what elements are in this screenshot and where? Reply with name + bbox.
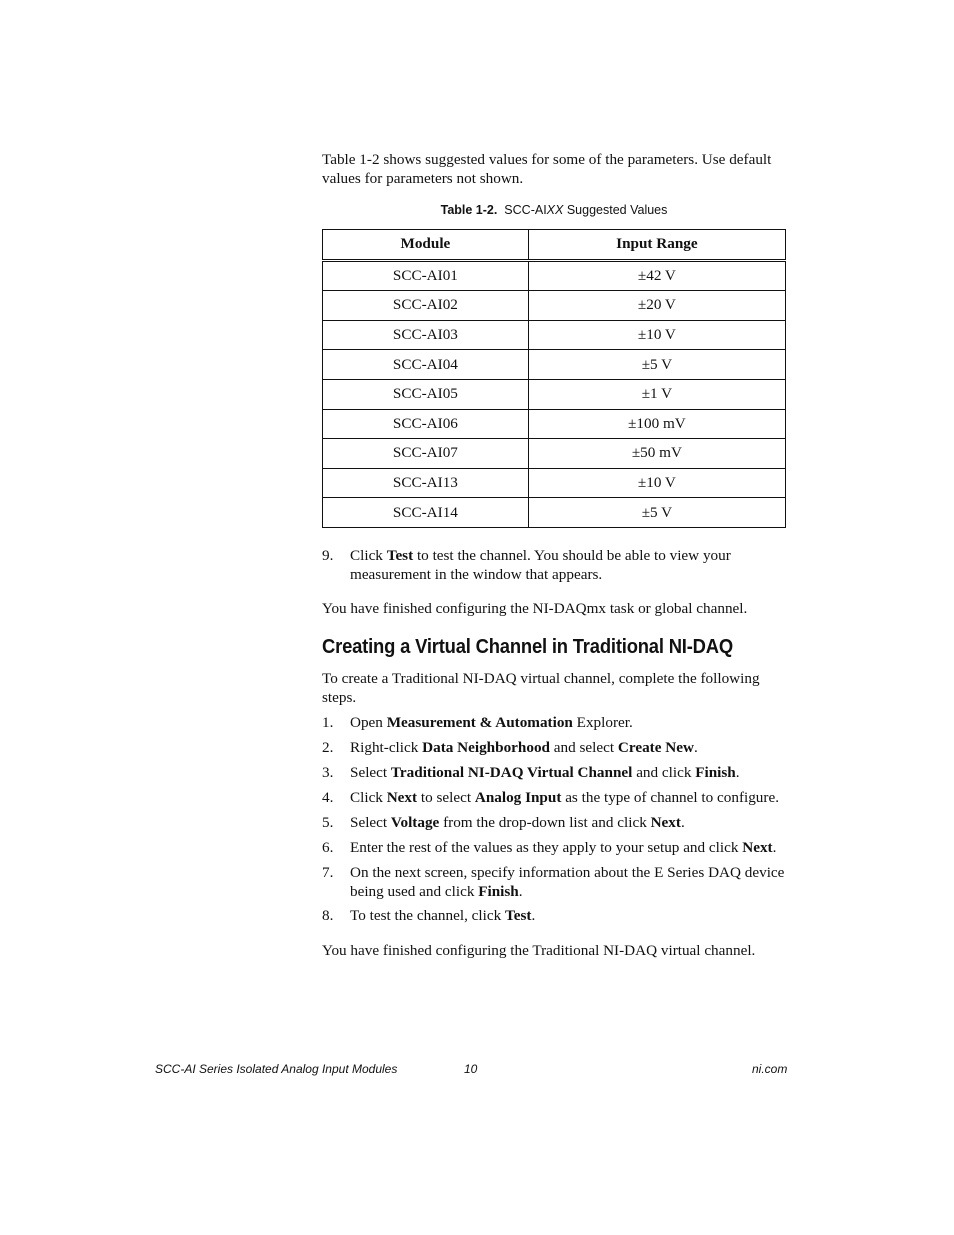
- step-text-bold: Test: [504, 907, 532, 924]
- step-text-part: and click: [632, 764, 696, 781]
- step-text-bold: Finish: [695, 764, 736, 781]
- table-caption-prefix: SCC-AI: [504, 203, 547, 217]
- module-cell: SCC-AI05: [323, 379, 529, 409]
- step-text-bold: Test: [386, 547, 414, 564]
- step-text-bold: Next: [650, 814, 681, 831]
- section-heading: Creating a Virtual Channel in Traditional NI-DAQ: [322, 636, 734, 658]
- step-text: [350, 788, 790, 807]
- step-text: [350, 546, 790, 584]
- step-text-part: Click: [350, 547, 387, 564]
- table-caption-suffix: Suggested Values: [563, 203, 668, 217]
- step-text-part: Explorer.: [572, 714, 633, 731]
- range-cell: ±10 V: [528, 320, 785, 350]
- table-header-row: [323, 230, 786, 261]
- column-header-input-range: Input Range: [528, 230, 785, 261]
- step-text-part: Select: [350, 764, 391, 781]
- table-caption: [322, 203, 786, 217]
- step-text: [350, 738, 790, 757]
- range-cell: ±50 mV: [528, 439, 785, 469]
- step-text-part: On the next screen, specify information about the E Series DAQ device being used and click: [350, 864, 785, 900]
- section-intro-paragraph: To create a Traditional NI-DAQ virtual channel, complete the following steps.: [322, 670, 760, 706]
- table-caption-label: Table 1-2.: [440, 203, 498, 217]
- step-text: [350, 863, 790, 901]
- step-number: 2.: [322, 739, 334, 756]
- step-text-part: to test the channel. You should be able to view your measurement in the window that appears.: [350, 547, 731, 583]
- finished-daqmx-paragraph: You have finished configuring the NI-DAQmx task or global channel.: [322, 600, 748, 617]
- table-caption-italic: XX: [546, 203, 564, 217]
- step-text-part: Select: [350, 814, 391, 831]
- footer-page-number: 10: [464, 1062, 478, 1076]
- column-header-module: Module: [323, 230, 529, 261]
- range-cell: ±100 mV: [528, 409, 785, 439]
- step-text-part: .: [735, 764, 740, 781]
- table-row: [323, 439, 786, 469]
- step-text-part: .: [518, 883, 523, 900]
- footer-link: ni.com: [752, 1062, 788, 1076]
- module-cell: SCC-AI04: [323, 350, 529, 380]
- step-text-bold: Analog Input: [474, 789, 562, 806]
- module-cell: SCC-AI03: [323, 320, 529, 350]
- step-text-bold: Next: [386, 789, 418, 806]
- step-text-part: .: [531, 907, 536, 924]
- table-row: [323, 409, 786, 439]
- step-text-bold: Next: [742, 839, 773, 856]
- step-text-part: To test the channel, click: [350, 907, 505, 924]
- step-number: 5.: [322, 814, 334, 831]
- step-text: [350, 838, 790, 857]
- table-row: [323, 260, 786, 291]
- step-text: [350, 906, 790, 925]
- step-text-bold: Voltage: [390, 814, 440, 831]
- step-number: 8.: [322, 907, 334, 924]
- step-text: [350, 763, 790, 782]
- step-number: 7.: [322, 864, 334, 881]
- step-text-part: .: [680, 814, 685, 831]
- table-row: [323, 291, 786, 321]
- step-text: [350, 813, 790, 832]
- step-text-part: Right-click: [350, 739, 423, 756]
- table-row: [323, 320, 786, 350]
- step-text-part: Click: [350, 789, 387, 806]
- closing-paragraph: You have finished configuring the Traditional NI-DAQ virtual channel.: [322, 942, 756, 959]
- table-row: [323, 379, 786, 409]
- module-cell: SCC-AI06: [323, 409, 529, 439]
- step-number: 6.: [322, 839, 334, 856]
- step-text-part: to select: [417, 789, 475, 806]
- step-text-bold: Create New: [617, 739, 694, 756]
- module-cell: SCC-AI01: [323, 260, 529, 291]
- step-text-part: from the drop-down list and click: [439, 814, 651, 831]
- step-text-bold: Traditional NI-DAQ Virtual Channel: [390, 764, 633, 781]
- step-text: [350, 713, 790, 732]
- module-cell: SCC-AI13: [323, 468, 529, 498]
- range-cell: ±20 V: [528, 291, 785, 321]
- range-cell: ±5 V: [528, 498, 785, 528]
- step-text-part: .: [772, 839, 777, 856]
- step-text-part: Open: [350, 714, 387, 731]
- range-cell: ±5 V: [528, 350, 785, 380]
- table-row: [323, 498, 786, 528]
- range-cell: ±42 V: [528, 260, 785, 291]
- step-text-part: .: [693, 739, 698, 756]
- step-text-part: as the type of channel to configure.: [561, 789, 779, 806]
- step-number: 9.: [322, 547, 334, 564]
- range-cell: ±10 V: [528, 468, 785, 498]
- suggested-values-table: [322, 229, 786, 528]
- module-cell: SCC-AI07: [323, 439, 529, 469]
- module-cell: SCC-AI14: [323, 498, 529, 528]
- module-cell: SCC-AI02: [323, 291, 529, 321]
- table-row: [323, 468, 786, 498]
- step-number: 3.: [322, 764, 334, 781]
- intro-paragraph: Table 1-2 shows suggested values for some of the parameters. Use default values for parameters not shown.: [322, 151, 772, 187]
- step-number: 4.: [322, 789, 334, 806]
- step-text-bold: Measurement & Automation: [386, 714, 573, 731]
- step-text-part: Enter the rest of the values as they apply to your setup and click: [350, 839, 743, 856]
- step-number: 1.: [322, 714, 334, 731]
- table-row: [323, 350, 786, 380]
- footer-title: SCC-AI Series Isolated Analog Input Modules: [155, 1062, 398, 1076]
- step-text-bold: Finish: [478, 883, 519, 900]
- step-text-bold: Data Neighborhood: [422, 739, 550, 756]
- range-cell: ±1 V: [528, 379, 785, 409]
- step-text-part: and select: [549, 739, 618, 756]
